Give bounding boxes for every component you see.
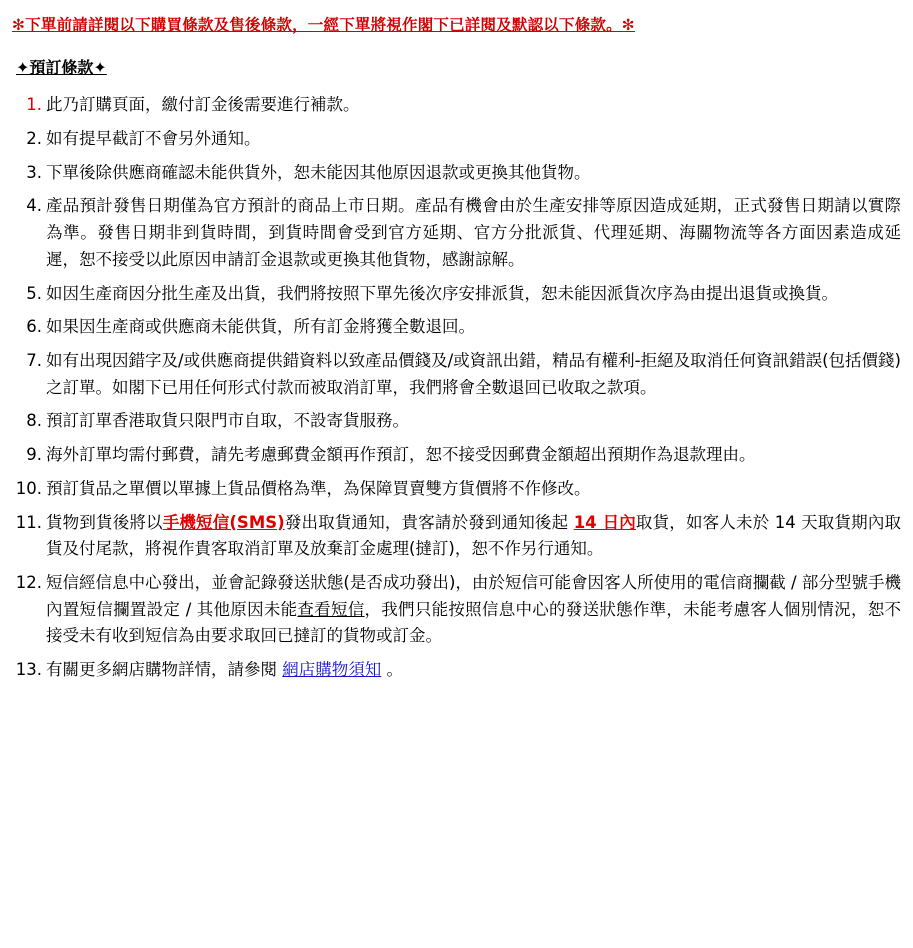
term-number: 7.: [26, 351, 42, 370]
term-number: 5.: [26, 283, 42, 303]
term-item: [12, 476, 901, 503]
term-item: [12, 160, 901, 187]
term-number: 11.: [15, 512, 42, 532]
term-item: [12, 126, 901, 153]
term-item: [12, 408, 901, 435]
term-text: [46, 513, 901, 559]
term-text-run: 有關更多網店購物詳情，請參閱: [46, 660, 283, 680]
term-text: 如有出現因錯字及/或供應商提供錯資料以致產品價錢及/或資訊出錯，精品有權利-拒絕及取消任何資訊錯誤(包括價錢)之訂單。如閣下已用任何形式付款而被取消訂單，我們將會全數退回已收取之款項。: [46, 351, 901, 397]
term-number: 4.: [26, 196, 42, 216]
term-item: [12, 657, 901, 684]
term-number: 9.: [26, 445, 42, 465]
term-text: [46, 573, 901, 645]
term-item: [12, 442, 901, 469]
term-emphasis: 14 日內: [573, 512, 636, 532]
term-number: 13.: [15, 660, 42, 680]
term-item: [12, 570, 901, 650]
term-text: 預訂貨品之單價以單據上貨品價格為準，為保障買賣雙方貨價將不作修改。: [46, 478, 591, 498]
term-number: 6.: [26, 317, 42, 337]
shop-guide-link[interactable]: 網店購物須知: [282, 660, 382, 680]
term-item: [12, 314, 901, 341]
terms-list: [12, 92, 901, 684]
term-text-run: 貨物到貨後將以: [46, 512, 163, 532]
term-text: 下單後除供應商確認未能供貨外，恕未能因其他原因退款或更換其他貨物。: [46, 162, 591, 182]
term-text: 預訂訂單香港取貨只限門市自取，不設寄貨服務。: [46, 411, 409, 431]
term-text-run: 短信經信息中心發出，並會記錄發送狀態(是否成功發出)，由於短信可能會因客人所使用的電信商攔截 / 部分型號手機內置短信攔置設定 / 其他原因未能: [46, 573, 901, 619]
term-item: [12, 281, 901, 308]
term-number: 2.: [26, 128, 42, 148]
term-item: [12, 92, 901, 119]
term-item: [12, 193, 901, 273]
term-text-run: ，我們只能按照信息中心的發送狀態作準，未能考慮客人個別情況，恕不接受未有收到短信為由要求取回已撻訂的貨物或訂金。: [46, 599, 901, 646]
term-item: [12, 348, 901, 401]
term-underline: 查看短信: [297, 599, 365, 619]
term-text: 如有提早截訂不會另外通知。: [46, 128, 261, 148]
term-text-run: 取貨，如客人未於 14 天取貨期內取貨及付尾款，將視作貴客取消訂單及放棄訂金處理(撻訂)，恕不作另行通知。: [46, 512, 901, 559]
term-text: 海外訂單均需付郵費，請先考慮郵費金額再作預訂，恕不接受因郵費金額超出預期作為退款理由。: [46, 445, 756, 465]
term-number: 1.: [26, 95, 42, 115]
term-text: 如因生產商因分批生產及出貨，我們將按照下單先後次序安排派貨，恕未能因派貨次序為由提出退貨或換貨。: [46, 283, 838, 303]
term-number: 12.: [15, 573, 42, 593]
term-item: [12, 510, 901, 563]
term-text: 如果因生產商或供應商未能供貨，所有訂金將獲全數退回。: [46, 317, 475, 337]
preorder-terms-heading: ✦預訂條款✦: [16, 58, 107, 78]
term-text-run: 發出取貨通知，貴客請於發到通知後起: [284, 512, 574, 532]
term-emphasis: 手機短信(SMS): [162, 512, 285, 532]
term-text-run: 。: [381, 660, 403, 680]
term-text: 產品預計發售日期僅為官方預計的商品上市日期。產品有機會由於生產安排等原因造成延期，正式發售日期請以實際為準。發售日期非到貨時間，到貨時間會受到官方延期、官方分批派貨、代理延期、海關物流等各方面因素造成延遲，恕不接受以此原因申請訂金退款或更換其他貨物，感謝諒解。: [46, 196, 901, 269]
purchase-warning-banner: ✻下單前請詳閱以下購買條款及售後條款，一經下單將視作閣下已詳閱及默認以下條款。✻: [12, 16, 635, 34]
term-number: 10.: [15, 478, 42, 498]
term-number: 8.: [26, 411, 42, 431]
term-text: [46, 660, 403, 679]
term-number: 3.: [26, 162, 42, 182]
term-text: 此乃訂購頁面，繳付訂金後需要進行補款。: [46, 95, 360, 115]
